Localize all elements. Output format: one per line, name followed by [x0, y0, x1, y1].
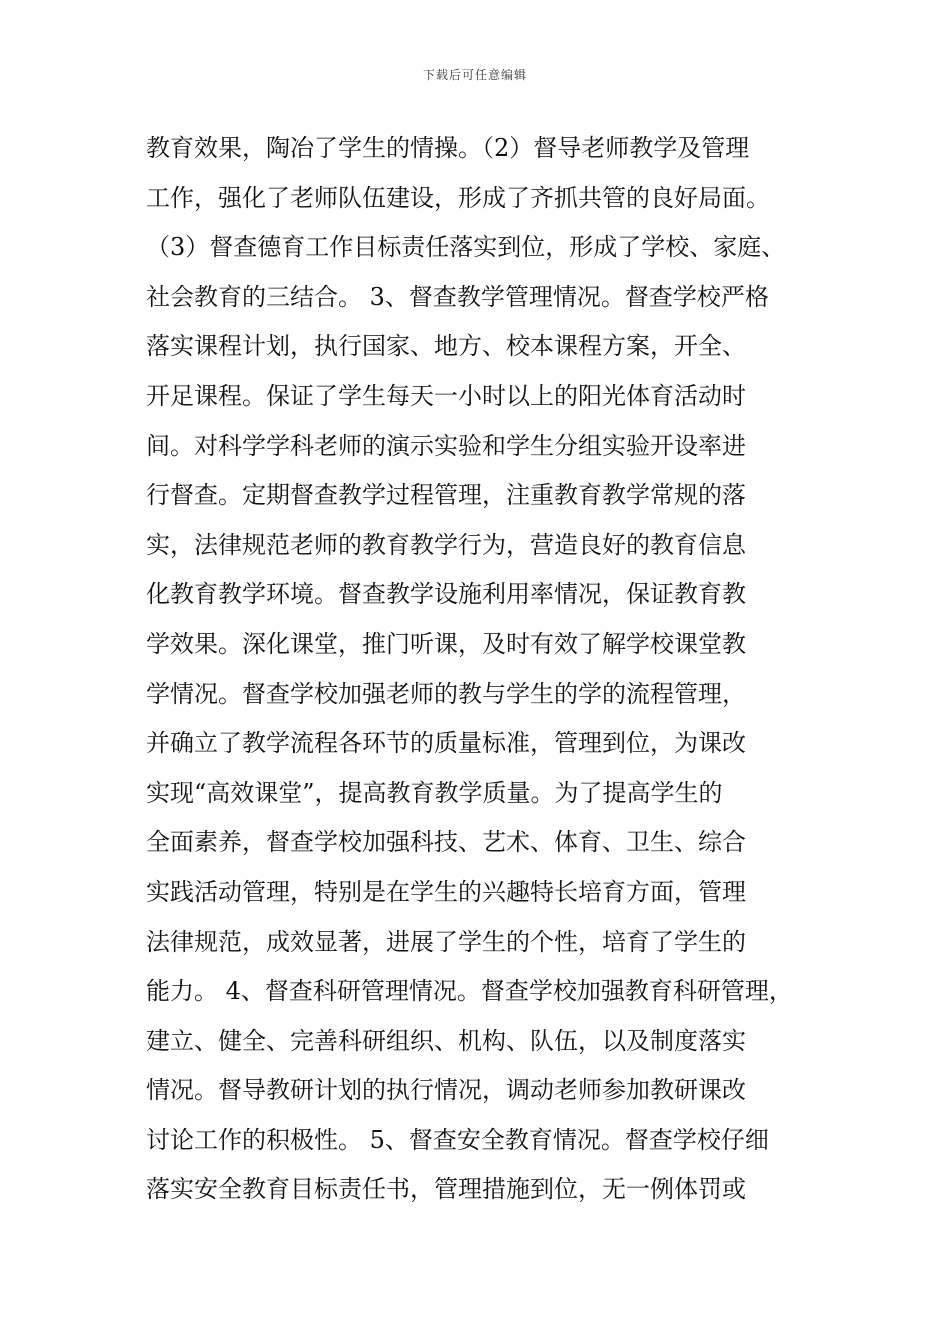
text-line: 实现“高效课堂”，提高教育教学质量。为了提高学生的	[146, 778, 723, 807]
text-line: 开足课程。保证了学生每天一小时以上的阳光体育活动时	[146, 381, 746, 410]
text-line: 情况。督导教研计划的执行情况，调动老师参加教研课改	[146, 1076, 746, 1105]
document-body	[146, 124, 836, 1215]
text-line: 行督查。定期督查教学过程管理，注重教育教学常规的落	[146, 481, 746, 510]
text-line: 能力。 4、督查科研管理情况。督查学校加强教育科研管理，	[146, 977, 793, 1006]
text-line: 实，法律规范老师的教育教学行为，营造良好的教育信息	[146, 530, 746, 559]
text-line: 教育效果，陶冶了学生的情操。（2）督导老师教学及管理	[146, 134, 750, 162]
text-line: 并确立了教学流程各环节的质量标准，管理到位，为课改	[146, 729, 746, 758]
text-line: 工作，强化了老师队伍建设，形成了齐抓共管的良好局面。	[146, 183, 770, 212]
text-line: 学效果。深化课堂，推门听课，及时有效了解学校课堂教	[146, 629, 746, 658]
page-header: 下载后可任意编辑	[422, 68, 527, 82]
text-line: 落实安全教育目标责任书，管理措施到位，无一例体罚或	[146, 1175, 746, 1204]
text-line: 讨论工作的积极性。 5、督查安全教育情况。督查学校仔细	[146, 1125, 769, 1154]
text-line: 实践活动管理，特别是在学生的兴趣特长培育方面，管理	[146, 877, 746, 906]
text-line: 全面素养，督查学校加强科技、艺术、体育、卫生、综合	[146, 828, 746, 857]
text-line: 化教育教学环境。督查教学设施利用率情况，保证教育教	[146, 580, 746, 609]
text-line: 建立、健全、完善科研组织、机构、队伍，以及制度落实	[146, 1026, 746, 1055]
text-line: 学情况。督查学校加强老师的教与学生的学的流程管理，	[146, 679, 746, 708]
text-line: 落实课程计划，执行国家、地方、校本课程方案，开全、	[146, 332, 746, 361]
text-line: 间。对科学学科老师的演示实验和学生分组实验开设率进	[146, 431, 746, 460]
text-line: 社会教育的三结合。 3、督查教学管理情况。督查学校严格	[146, 282, 769, 311]
text-line: 法律规范，成效显著，进展了学生的个性，培育了学生的	[146, 927, 746, 956]
text-line: （3）督查德育工作目标责任落实到位，形成了学校、家庭、	[146, 233, 786, 262]
